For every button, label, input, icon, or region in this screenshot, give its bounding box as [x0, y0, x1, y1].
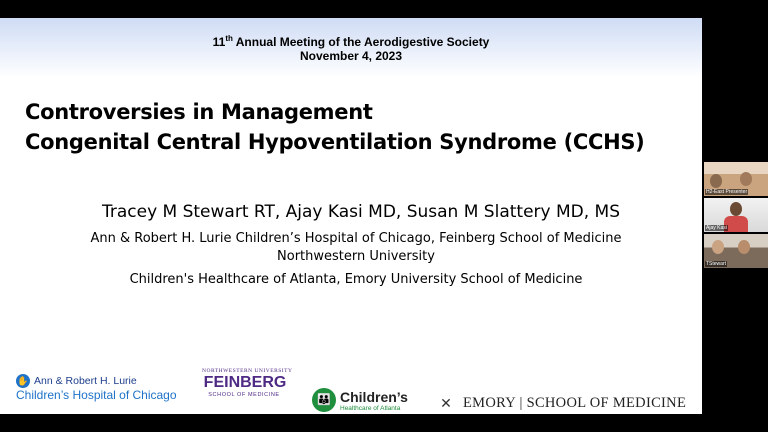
presentation-slide — [0, 18, 702, 414]
affiliation-3: Children's Healthcare of Atlanta, Emory University School of Medicine — [129, 272, 583, 287]
participant-avatar — [738, 240, 750, 254]
affiliation-1: Ann & Robert H. Lurie Children’s Hospital of Chicago, Feinberg School of Medicine — [90, 231, 622, 246]
lurie-line1: Ann & Robert H. Lurie — [34, 375, 137, 387]
emory-logo — [437, 394, 687, 411]
participant-tile[interactable] — [704, 234, 768, 268]
feinberg-sub: SCHOOL OF MEDICINE — [208, 392, 280, 398]
emory-text: EMORY | SCHOOL OF MEDICINE — [463, 394, 687, 411]
conference-title: 11th Annual Meeting of the Aerodigestive Society — [212, 34, 490, 49]
participant-name: Ajay Kasi — [706, 225, 727, 231]
feinberg-logo — [202, 368, 293, 408]
feinberg-university: NORTHWESTERN UNIVERSITY — [202, 368, 293, 374]
lurie-logo — [16, 374, 177, 408]
participant-avatar — [712, 240, 724, 254]
choa-name: Children’s — [340, 388, 408, 405]
feinberg-name: FEINBERG — [203, 374, 287, 391]
participant-strip — [704, 162, 768, 270]
affiliation-2: Northwestern University — [277, 249, 435, 264]
emory-shield-icon: ✕ — [440, 395, 452, 411]
authors: Tracey M Stewart RT, Ajay Kasi MD, Susan M Slattery MD, MS — [101, 202, 621, 222]
lurie-mark-icon: ✋ — [17, 376, 29, 386]
participant-avatar — [740, 172, 752, 186]
choa-family-icon: 👪 — [312, 388, 336, 412]
choa-logo — [312, 388, 408, 412]
participant-avatar — [730, 202, 742, 216]
slide-title-line1: Controversies in Management — [25, 100, 373, 124]
conference-date: November 4, 2023 — [299, 49, 403, 63]
slide-title-line2: Congenital Central Hypoventilation Syndrome (CCHS) — [25, 130, 645, 154]
participant-tile[interactable] — [704, 162, 768, 196]
participant-tile[interactable] — [704, 198, 768, 232]
participant-name: TStewart — [706, 261, 727, 267]
lurie-line2: Children’s Hospital of Chicago — [16, 388, 177, 402]
participant-name: H2-East Presenter — [706, 189, 748, 195]
participant-avatar — [710, 174, 722, 188]
choa-sub: Healthcare of Atlanta — [340, 404, 401, 412]
